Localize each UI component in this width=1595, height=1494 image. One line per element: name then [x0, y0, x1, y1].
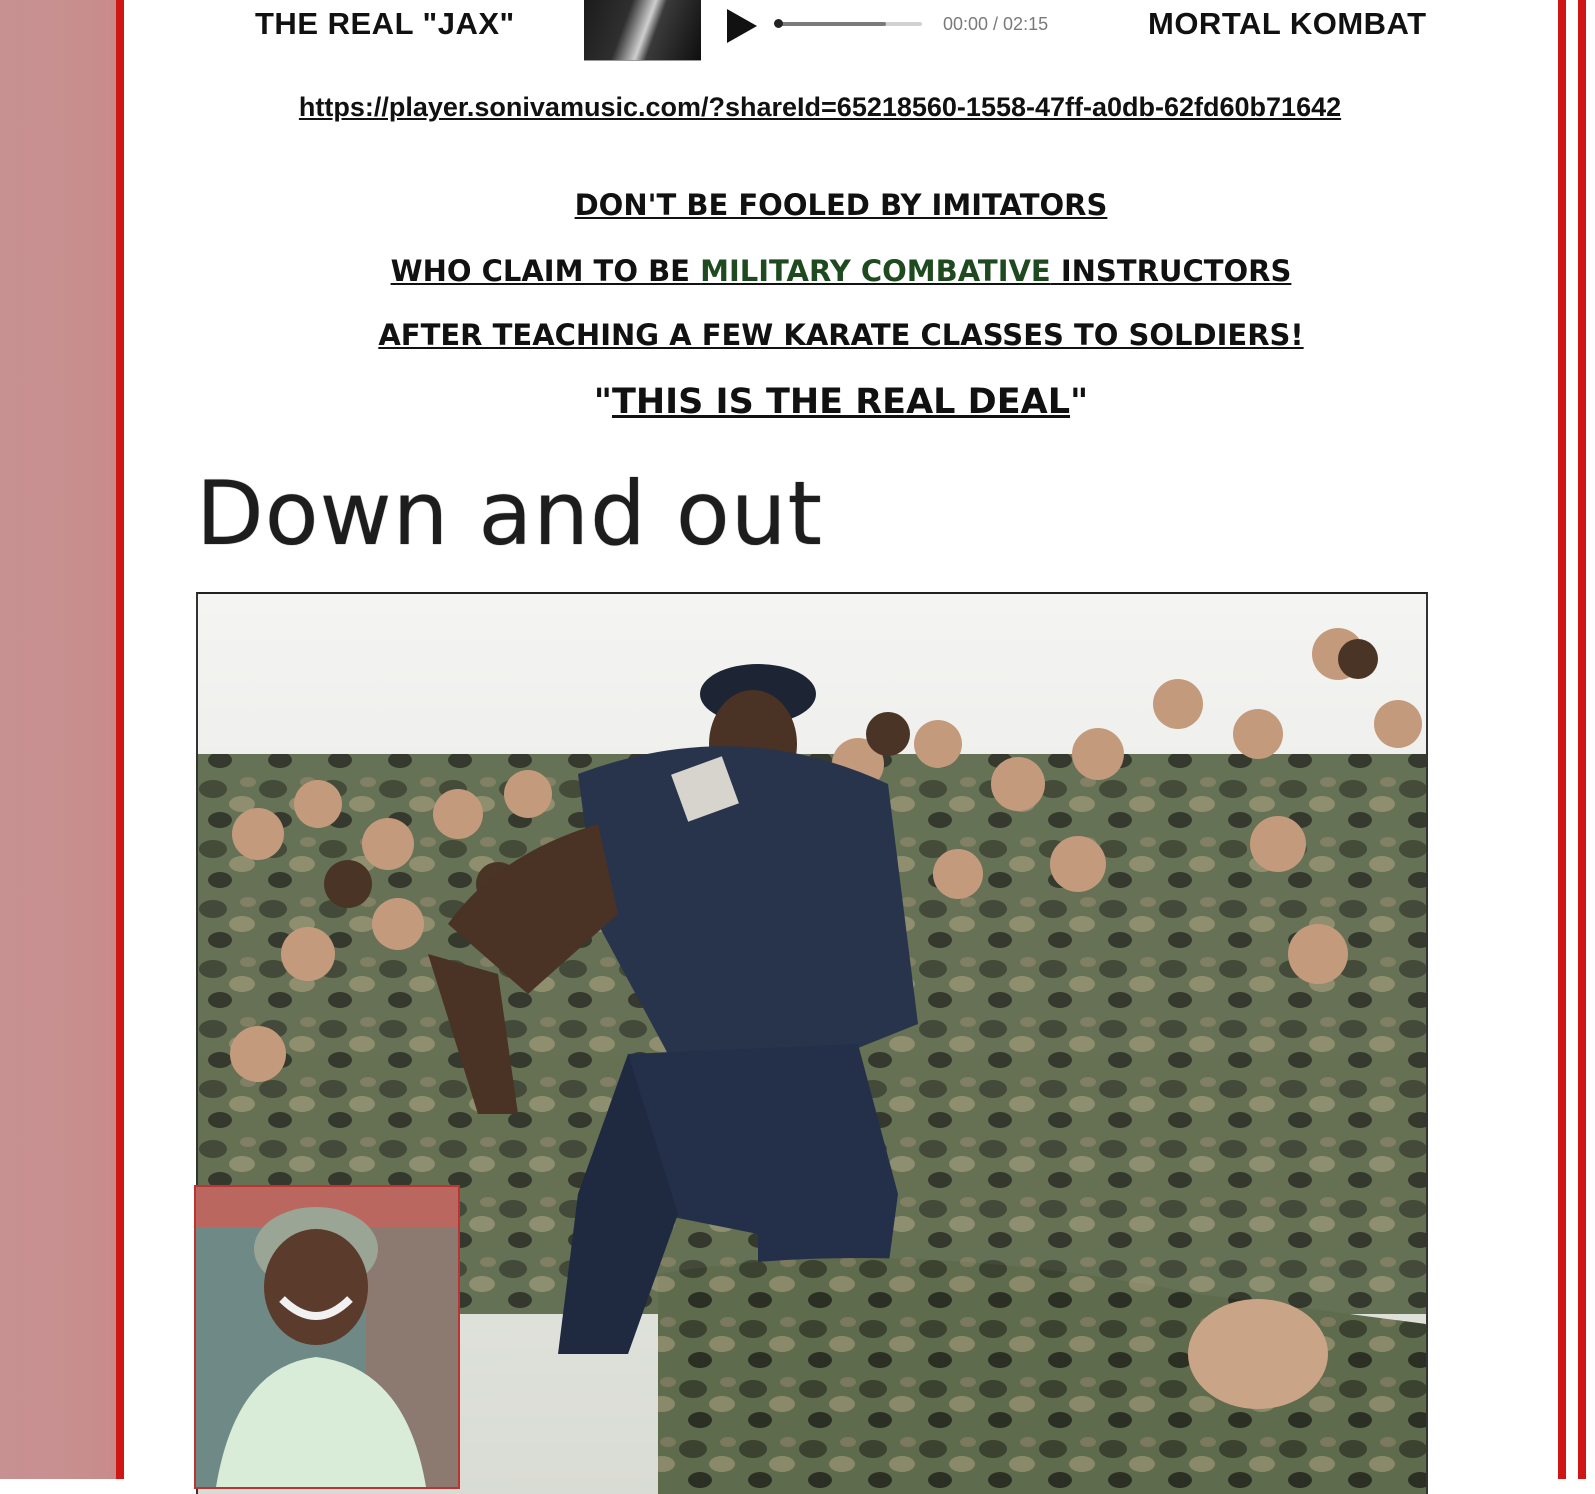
photo-caption: Down and out: [196, 462, 823, 565]
headline-line-3-text: AFTER TEACHING A FEW KARATE CLASSES TO SOLDIERS!: [378, 318, 1304, 352]
headline-line-4: [124, 382, 1558, 422]
childhood-inset-photo: [194, 1185, 460, 1489]
share-link[interactable]: https://player.sonivamusic.com/?shareId=65218560-1558-47ff-a0db-62fd60b71642: [298, 92, 1342, 122]
headline-line-3: [124, 318, 1558, 352]
headline-line-2-post: INSTRUCTORS: [1050, 254, 1292, 288]
headline-line-2: [124, 254, 1558, 288]
audio-time-readout: 00:00 / 02:15: [943, 14, 1049, 34]
album-art-icon: [584, 0, 701, 61]
headline-line-1: [124, 188, 1558, 222]
headline-line-2-green: MILITARY COMBATIVE: [700, 254, 1051, 288]
header-title-right: MORTAL KOMBAT: [1148, 6, 1427, 41]
headline-line-2-text: [391, 254, 1292, 288]
header-title-left: THE REAL "JAX": [255, 6, 515, 41]
inset-illustration: [196, 1187, 458, 1487]
audio-progress-fill: [778, 22, 886, 26]
headline-line-4-close-quote: ": [1070, 382, 1089, 422]
audio-progress-handle[interactable]: [774, 19, 783, 28]
headline-line-2-pre: WHO CLAIM TO BE: [390, 254, 701, 288]
right-border-gap: [1566, 0, 1578, 1479]
headline-line-4-open-quote: ": [593, 382, 612, 422]
right-red-border-inner: [1558, 0, 1566, 1479]
headline-line-4-text: THIS IS THE REAL DEAL: [611, 382, 1071, 422]
right-red-border-outer: [1578, 0, 1586, 1479]
left-background-panel: [0, 0, 116, 1479]
audio-progress-bar[interactable]: [778, 22, 922, 26]
headline-line-1-text: DON'T BE FOOLED BY IMITATORS: [574, 188, 1108, 222]
right-edge: [1586, 0, 1595, 1479]
left-red-border: [116, 0, 124, 1479]
play-icon[interactable]: [727, 9, 757, 43]
